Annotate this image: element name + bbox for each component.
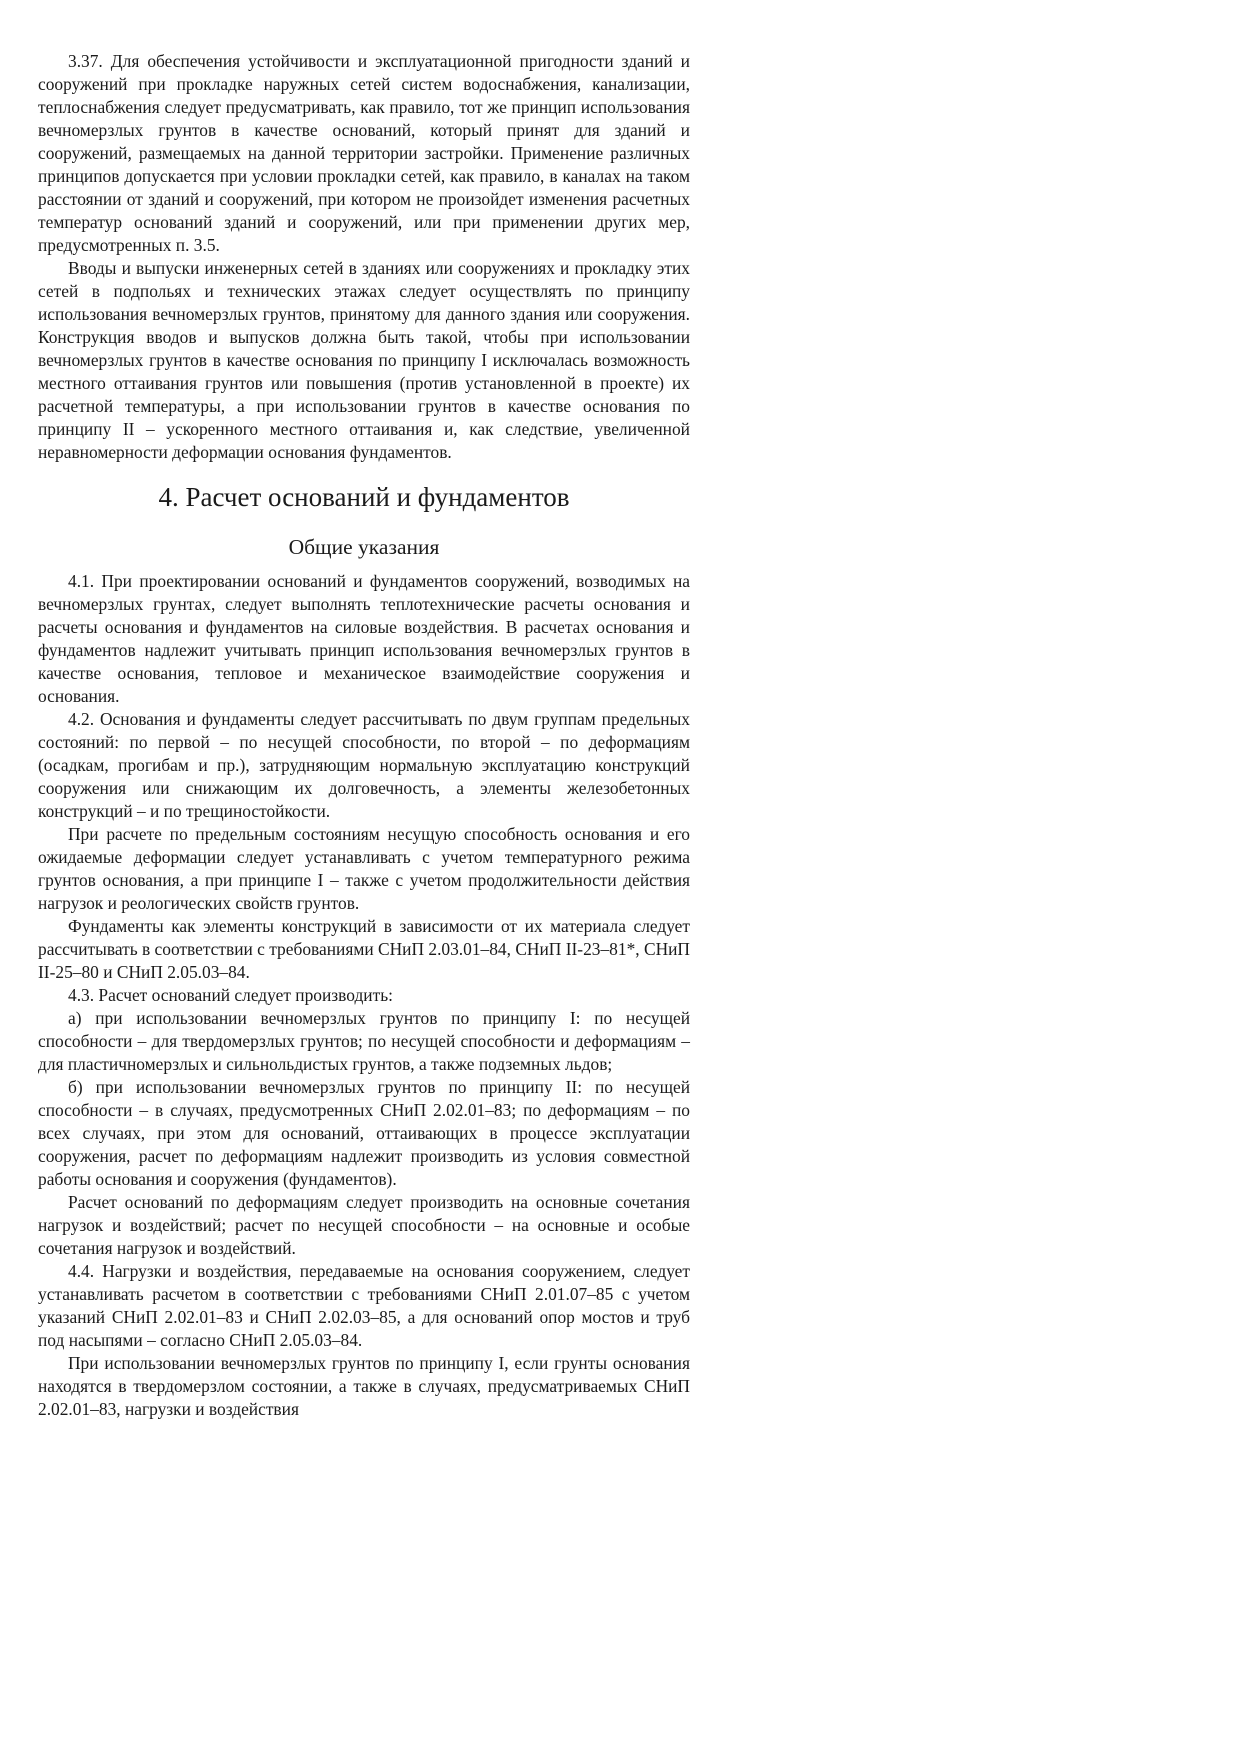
paragraph-4-3: 4.3. Расчет оснований следует производить:: [68, 985, 393, 1005]
paragraph-4-3-a: а) при использовании вечномерзлых грунтов по принципу I: по несущей способности – для твердомерзлых грунтов; по несущей способности и деформациям – для пластичномерзлых и сильнольдистых грунтов, а также подземных льдов;: [38, 1008, 690, 1074]
paragraph-4-1: 4.1. При проектировании оснований и фундаментов сооружений, возводимых на вечномерзлых грунтах, следует выполнять теплотехнические расчеты основания и расчеты основания и фундаментов на силовые воздействия. В расчетах основания и фундаментов надлежит учитывать принцип использования вечномерзлых грунтов в качестве основания, тепловое и механическое взаимодействие сооружения и основания.: [38, 571, 690, 706]
paragraph-3-37: 3.37. Для обеспечения устойчивости и эксплуатационной пригодности зданий и сооружений при прокладке наружных сетей систем водоснабжения, канализации, теплоснабжения следует предусматривать, как правило, тот же принцип использования вечномерзлых грунтов в качестве оснований, который принят для зданий и сооружений, размещаемых на данной территории застройки. Применение различных принципов допускается при условии прокладки сетей, как правило, в каналах на таком расстоянии от зданий и сооружений, при котором не произойдет изменения расчетных температур оснований зданий и сооружений, или при применении других мер, предусмотренных п. 3.5.: [38, 51, 690, 255]
document-page: [38, 50, 690, 1421]
paragraph-4-2: 4.2. Основания и фундаменты следует рассчитывать по двум группам предельных состояний: по первой – по несущей способности, по второй – по деформациям (осадкам, прогибам и пр.), затрудняющим нормальную эксплуатацию конструкций сооружения или снижающим их долговечность, а элементы железобетонных конструкций – и по трещиностойкости.: [38, 709, 690, 821]
paragraph-4-4: 4.4. Нагрузки и воздействия, передаваемые на основания сооружением, следует устанавливать расчетом в соответствии с требованиями СНиП 2.01.07–85 с учетом указаний СНиП 2.02.01–83 и СНиП 2.02.03–85, а для оснований опор мостов и труб под насыпями – согласно СНиП 2.05.03–84.: [38, 1261, 690, 1350]
paragraph-inputs-outputs: Вводы и выпуски инженерных сетей в зданиях или сооружениях и прокладку этих сетей в подпольях и технических этажах следует осуществлять по принципу использования вечномерзлых грунтов, принятому для данного здания или сооружения. Конструкция вводов и выпусков должна быть такой, чтобы при использовании вечномерзлых грунтов в качестве основания по принципу I исключалась возможность местного оттаивания грунтов или повышения (против установленной в проекте) их расчетной температуры, а при использовании грунтов в качестве основания по принципу II – ускоренного местного оттаивания и, как следствие, увеличенной неравномерности деформации основания фундаментов.: [38, 258, 690, 462]
section-heading: 4. Расчет оснований и фундаментов: [158, 482, 570, 512]
paragraph-4-3-b: б) при использовании вечномерзлых грунтов по принципу II: по несущей способности – в случаях, предусмотренных СНиП 2.02.01–83; по деформациям – по всех случаях, при этом для оснований, оттаивающих в процессе эксплуатации сооружения, расчет по деформациям надлежит производить из условия совместной работы основания и сооружения (фундаментов).: [38, 1077, 690, 1189]
paragraph-deformation-calc: Расчет оснований по деформациям следует производить на основные сочетания нагрузок и воздействий; расчет по несущей способности – на основные и особые сочетания нагрузок и воздействий.: [38, 1192, 690, 1258]
paragraph-principle-1-loads: При использовании вечномерзлых грунтов по принципу I, если грунты основания находятся в твердомерзлом состоянии, а также в случаях, предусматриваемых СНиП 2.02.01–83, нагрузки и воздействия: [38, 1353, 690, 1419]
paragraph-foundations-materials: Фундаменты как элементы конструкций в зависимости от их материала следует рассчитывать в соответствии с требованиями СНиП 2.03.01–84, СНиП II-23–81*, СНиП II-25–80 и СНиП 2.05.03–84.: [38, 916, 690, 982]
paragraph-limit-states: При расчете по предельным состояниям несущую способность основания и его ожидаемые деформации следует устанавливать с учетом температурного режима грунтов основания, а при принципе I – также с учетом продолжительности действия нагрузок и реологических свойств грунтов.: [38, 824, 690, 913]
subsection-heading: Общие указания: [288, 535, 440, 559]
